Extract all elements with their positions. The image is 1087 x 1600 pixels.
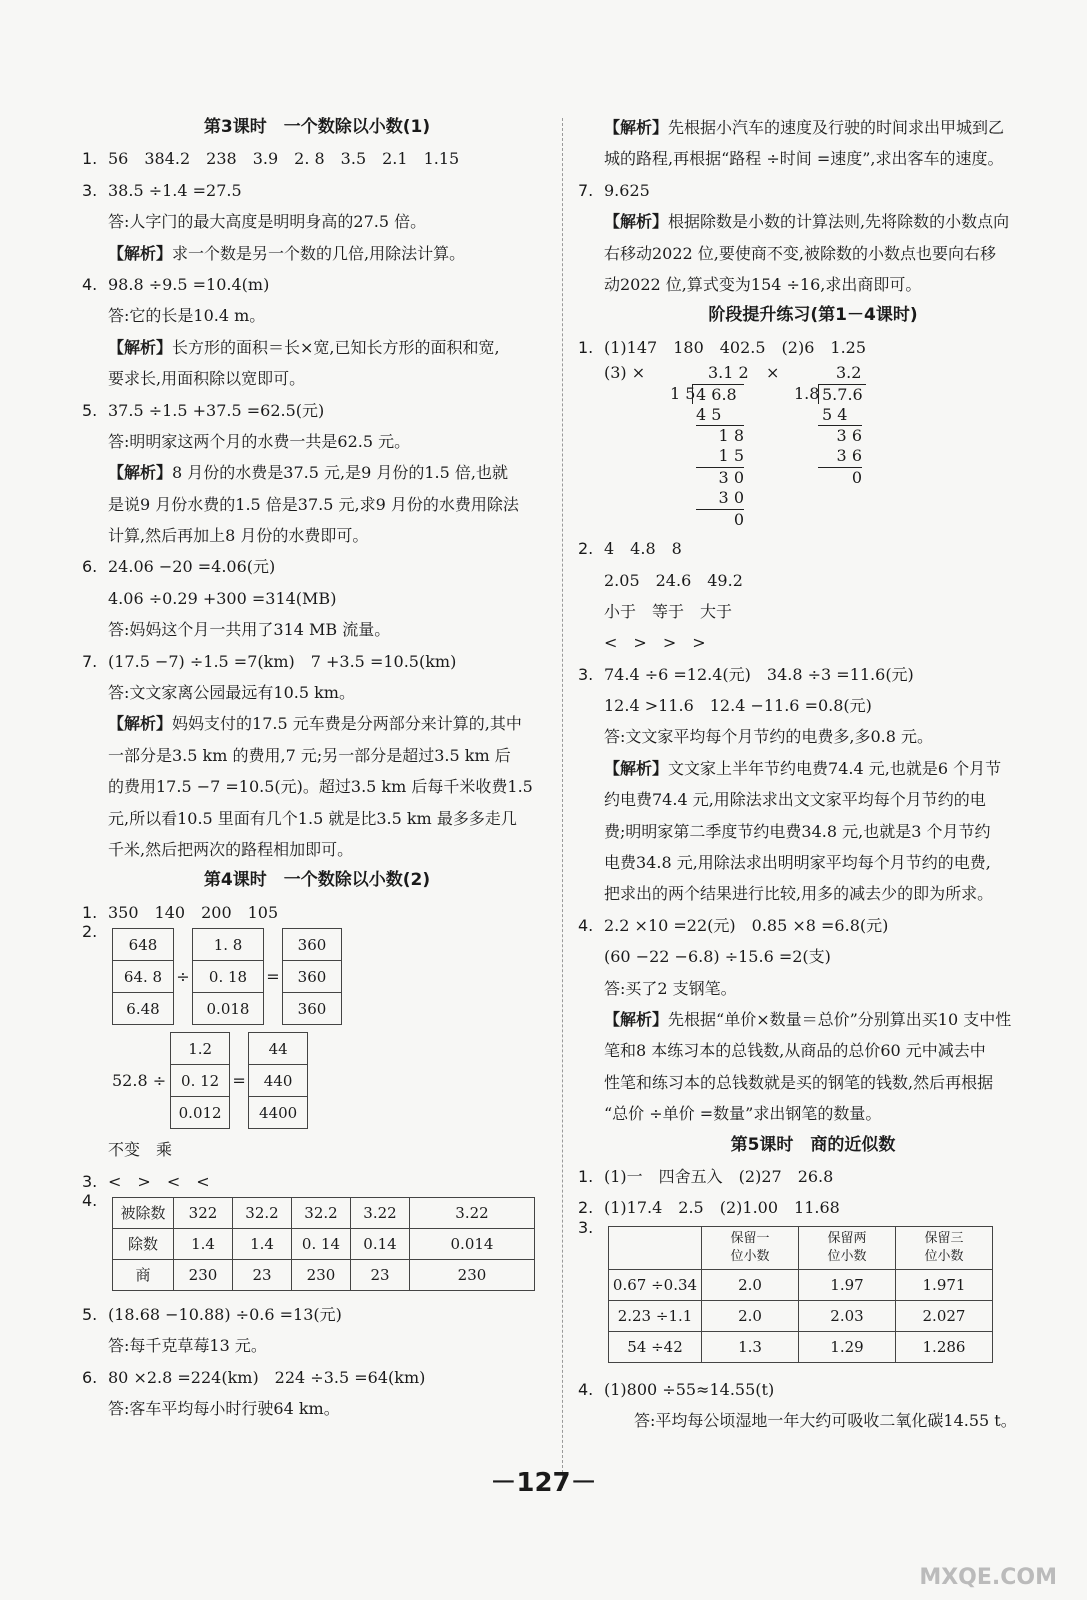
answer-line: 答:平均每公顷湿地一年大约可吸收二氧化碳14.55 t。 [634, 1411, 1017, 1431]
table-cell: 3.22 [410, 1197, 535, 1228]
divide-sign: ÷ [176, 967, 190, 987]
table-cell: 54 ÷42 [609, 1331, 702, 1362]
step-a: 1 5 [718, 446, 744, 466]
step-a: 3 0 [696, 467, 744, 487]
table-cell: 除数 [113, 1228, 174, 1259]
table-cell: 322 [174, 1197, 233, 1228]
answer-line: 9.625 [604, 180, 650, 200]
analysis-text: 先根据“单价×数量＝总价”分别算出买10 支中性 [668, 1009, 1012, 1029]
left-column [82, 112, 552, 1425]
answer-line: 56 384.2 238 3.9 2. 8 3.5 2.1 1.15 [108, 149, 460, 169]
section-heading: 第3课时 一个数除以小数(1) [203, 117, 431, 137]
box-quotient: 360 360 360 [282, 928, 342, 1025]
answer-line: 4 4.8 8 [604, 539, 682, 559]
dividend-b: 5.7.6 [818, 384, 866, 404]
answer-line: 12.4 >11.6 12.4 −11.6 =0.8(元) [604, 696, 872, 716]
analysis-text: 千米,然后把两次的路程相加即可。 [108, 839, 354, 859]
analysis-text: 的费用17.5 −7 =10.5(元)。超过3.5 km 后每千米收费1.5 [108, 777, 533, 797]
dividend-a: 4 6.8 [692, 384, 744, 404]
box-divisor-2: 1.2 0. 12 0.012 [170, 1032, 230, 1129]
analysis-text: 费;明明家第二季度节约电费34.8 元,也就是3 个月节约 [604, 821, 991, 841]
table-cell: 23 [351, 1259, 410, 1290]
sub-label: (3) × [604, 363, 646, 383]
table-cell: 1.4 [174, 1228, 233, 1259]
item-number: 1. [82, 149, 98, 169]
table-cell: 230 [292, 1259, 351, 1290]
table-cell: 1.971 [896, 1269, 993, 1300]
answer-line: 2.05 24.6 49.2 [604, 570, 743, 590]
item-number: 4. [578, 915, 594, 935]
item-number: 4. [82, 1190, 98, 1210]
table-cell: 230 [174, 1259, 233, 1290]
answer-line: 答:文文家平均每个月节约的电费多,多0.8 元。 [604, 727, 934, 747]
answer-line: (18.68 −10.88) ÷0.6 =13(元) [108, 1304, 342, 1324]
answer-line: 不变 乘 [108, 1140, 173, 1160]
item-number: 5. [82, 400, 98, 420]
equals-sign: = [232, 1071, 246, 1091]
step-a: 4 5 [696, 405, 722, 425]
table-cell: 0.67 ÷0.34 [609, 1269, 702, 1300]
item-number: 1. [578, 1166, 594, 1186]
answer-line: 答:明明家这两个月的水费一共是62.5 元。 [108, 431, 411, 451]
analysis-text: 电费34.8 元,用除法求出明明家平均每个月节约的电费, [604, 853, 991, 873]
answer-line: 38.5 ÷1.4 =27.5 [108, 180, 242, 200]
answer-line: < > > > [604, 633, 706, 653]
table-cell: 2.027 [896, 1300, 993, 1331]
step-b: 3 6 [818, 425, 862, 445]
table-cell: 1.29 [799, 1331, 896, 1362]
item-number: 2. [82, 922, 98, 942]
answer-line: (1)一 四舍五入 (2)27 26.8 [604, 1166, 834, 1186]
table-4-wrap [82, 1190, 552, 1299]
analysis-tag: 【解析】 [604, 1009, 669, 1029]
answer-line: 答:文文家离公园最远有10.5 km。 [108, 683, 355, 703]
answer-line: (60 −22 −6.8) ÷15.6 =2(支) [604, 947, 831, 967]
analysis-tag: 【解析】 [108, 714, 173, 734]
table-cell: 23 [233, 1259, 292, 1290]
answer-line: 答:每千克草莓13 元。 [108, 1336, 267, 1356]
table-header-cell [609, 1226, 702, 1269]
item-number: 2. [578, 539, 594, 559]
analysis-tag: 【解析】 [108, 337, 173, 357]
box-group-2 [82, 1028, 552, 1134]
answer-line: 350 140 200 105 [108, 902, 279, 922]
answer-line: (17.5 −7) ÷1.5 =7(km) 7 +3.5 =10.5(km) [108, 651, 457, 671]
table-header-cell: 保留两 位小数 [799, 1226, 896, 1269]
table-3-wrap [578, 1217, 1048, 1374]
step-b: 0 [818, 467, 862, 487]
analysis-tag: 【解析】 [604, 212, 669, 232]
quotient-a: 3.1 2 [708, 363, 749, 383]
box-prefix: 52.8 ÷ [112, 1071, 167, 1091]
item-number: 2. [578, 1198, 594, 1218]
answer-line: 答:妈妈这个月一共用了314 MB 流量。 [108, 620, 391, 640]
table-cell: 被除数 [113, 1197, 174, 1228]
section-heading: 第4课时 一个数除以小数(2) [203, 870, 431, 891]
table-cell: 2.03 [799, 1300, 896, 1331]
analysis-text: 根据除数是小数的计算法则,先将除数的小数点向 [668, 212, 1010, 232]
box-group-1 [82, 922, 552, 1028]
item-number: 4. [82, 274, 98, 294]
analysis-text: 动2022 位,算式变为154 ÷16,求出商即可。 [604, 274, 922, 294]
equals-sign: = [266, 967, 280, 987]
analysis-text: 先根据小汽车的速度及行驶的时间求出甲城到乙 [668, 118, 1005, 137]
analysis-text: 一部分是3.5 km 的费用,7 元;另一部分是超过3.5 km 后 [108, 745, 511, 765]
watermark: MXQE.COM [919, 1565, 1057, 1590]
step-a: 0 [696, 509, 744, 529]
table-cell: 2.23 ÷1.1 [609, 1300, 702, 1331]
item-number: 3. [578, 1217, 594, 1237]
answer-line: 答:人字门的最大高度是明明身高的27.5 倍。 [108, 212, 427, 232]
item-number: 7. [82, 651, 98, 671]
column-divider [562, 118, 563, 1488]
step-a: 3 0 [718, 488, 744, 508]
step-b: 5 4 [822, 405, 848, 425]
table-cell: 商 [113, 1259, 174, 1290]
step-b: 3 6 [836, 446, 862, 466]
answer-line: 37.5 ÷1.5 +37.5 =62.5(元) [108, 400, 325, 420]
analysis-text: 文文家上半年节约电费74.4 元,也就是6 个月节 [668, 758, 1002, 778]
answer-line: 答:它的长是10.4 m。 [108, 306, 266, 326]
table-cell: 1.286 [896, 1331, 993, 1362]
quotient-b: 3.2 [836, 363, 862, 383]
analysis-text: 是说9 月份水费的1.5 倍是37.5 元,求9 月份的水费用除法 [108, 494, 519, 514]
analysis-text: 计算,然后再加上8 月份的水费即可。 [108, 526, 369, 546]
answer-line: < > < < [108, 1171, 210, 1191]
answer-line: 小于 等于 大于 [604, 601, 733, 621]
answer-line: 答:买了2 支钢笔。 [604, 978, 737, 998]
analysis-text: 妈妈支付的17.5 元车费是分两部分来计算的,其中 [172, 714, 522, 734]
step-a: 1 8 [696, 425, 744, 445]
analysis-text: 长方形的面积＝长×宽,已知长方形的面积和宽, [172, 337, 500, 357]
item-number: 1. [578, 337, 594, 357]
table-cell: 2.0 [702, 1300, 799, 1331]
divisor-b: 1.8 [794, 384, 820, 404]
answer-line: 答:客车平均每小时行驶64 km。 [108, 1399, 340, 1419]
item-number: 1. [82, 902, 98, 922]
analysis-tag: 【解析】 [108, 243, 173, 263]
analysis-text: 把求出的两个结果进行比较,用多的减去少的即为所求。 [604, 884, 994, 904]
table-cell: 1.97 [799, 1269, 896, 1300]
analysis-text: 笔和8 本练习本的总钱数,从商品的总价60 元中减去中 [604, 1041, 986, 1061]
analysis-tag: 【解析】 [604, 118, 669, 137]
box-quotient-2: 44 440 4400 [248, 1032, 308, 1129]
table-header-cell: 保留一 位小数 [702, 1226, 799, 1269]
sub-label: × [766, 363, 780, 383]
analysis-text: 性笔和练习本的总钱数就是买的钢笔的钱数,然后再根据 [604, 1072, 994, 1092]
item-number: 6. [82, 1367, 98, 1387]
page-number: －127－ [490, 1468, 597, 1498]
table-cell: 32.2 [233, 1197, 292, 1228]
analysis-tag: 【解析】 [604, 758, 669, 778]
division-table [112, 1197, 535, 1291]
answer-line: 4.06 ÷0.29 +300 =314(MB) [108, 588, 337, 608]
analysis-tag: 【解析】 [108, 463, 173, 483]
answer-line: 98.8 ÷9.5 =10.4(m) [108, 274, 270, 294]
analysis-text: “总价 ÷单价 =数量”求出钢笔的数量。 [604, 1104, 882, 1124]
analysis-text: 城的路程,再根据“路程 ÷时间 =速度”,求出客车的速度。 [604, 149, 1004, 169]
item-number: 5. [82, 1304, 98, 1324]
long-division-area [578, 363, 1048, 533]
item-number: 3. [82, 180, 98, 200]
answer-line: (1)17.4 2.5 (2)1.00 11.68 [604, 1198, 840, 1218]
answer-line: (1)800 ÷55≈14.55(t) [604, 1379, 775, 1399]
answer-line: 2.2 ×10 =22(元) 0.85 ×8 =6.8(元) [604, 915, 889, 935]
answer-line: 24.06 −20 =4.06(元) [108, 557, 276, 577]
table-cell: 230 [410, 1259, 535, 1290]
item-number: 6. [82, 557, 98, 577]
answer-line: (1)147 180 402.5 (2)6 1.25 [604, 337, 867, 357]
answer-line: 74.4 ÷6 =12.4(元) 34.8 ÷3 =11.6(元) [604, 664, 914, 684]
table-cell: 2.0 [702, 1269, 799, 1300]
table-cell: 32.2 [292, 1197, 351, 1228]
box-dividend: 648 64. 8 6.48 [112, 928, 174, 1025]
divisor-a: 1 5 [670, 384, 696, 404]
analysis-text: 求一个数是另一个数的几倍,用除法计算。 [172, 243, 466, 263]
item-number: 7. [578, 180, 594, 200]
approx-table [608, 1226, 993, 1363]
answer-line: 80 ×2.8 =224(km) 224 ÷3.5 =64(km) [108, 1367, 426, 1387]
item-number: 3. [82, 1171, 98, 1191]
analysis-text: 8 月份的水费是37.5 元,是9 月份的1.5 倍,也就 [172, 463, 508, 483]
right-column [578, 112, 1048, 1437]
section-heading: 阶段提升练习(第1－4课时) [708, 305, 918, 326]
table-cell: 0.14 [351, 1228, 410, 1259]
section-heading: 第5课时 商的近似数 [730, 1134, 896, 1155]
analysis-text: 元,所以看10.5 里面有几个1.5 就是比3.5 km 最多多走几 [108, 808, 517, 828]
table-cell: 0. 14 [292, 1228, 351, 1259]
analysis-text: 要求长,用面积除以宽即可。 [108, 369, 306, 389]
table-header-cell: 保留三 位小数 [896, 1226, 993, 1269]
item-number: 4. [578, 1379, 594, 1399]
box-divisor: 1. 8 0. 18 0.018 [192, 928, 264, 1025]
table-cell: 0.014 [410, 1228, 535, 1259]
table-cell: 1.4 [233, 1228, 292, 1259]
table-cell: 3.22 [351, 1197, 410, 1228]
table-cell: 1.3 [702, 1331, 799, 1362]
item-number: 3. [578, 664, 594, 684]
analysis-text: 右移动2022 位,要使商不变,被除数的小数点也要向右移 [604, 243, 996, 263]
analysis-text: 约电费74.4 元,用除法求出文文家平均每个月节约的电 [604, 790, 986, 810]
